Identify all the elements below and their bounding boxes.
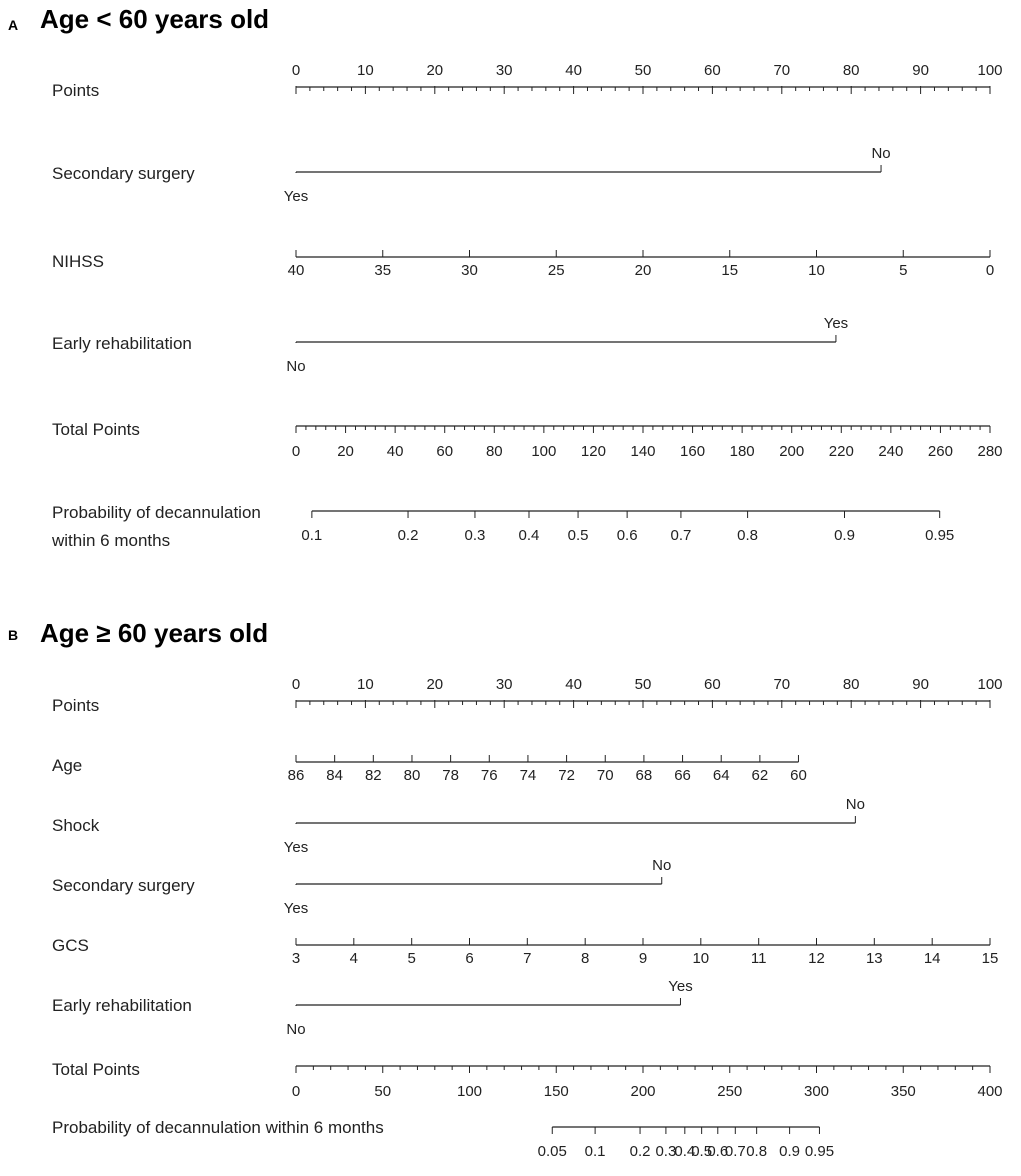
panel-b-total-points-tick-label: 250 <box>717 1083 743 1100</box>
panel-a-nihss-tick-label: 25 <box>547 262 565 279</box>
panel-b-probability-of-decannulation-within-6-months-tick-label: 0.9 <box>779 1143 801 1160</box>
panel-b-age-tick-label: 62 <box>751 767 769 784</box>
panel-b-gcs-tick-label: 9 <box>638 950 648 967</box>
panel-b-points-label: Points <box>52 696 100 715</box>
panel-a-probability-of-decannulation-tick-label: 0.8 <box>737 527 759 544</box>
panel-b-gcs-tick-label: 3 <box>291 950 301 967</box>
panel-a-probability-of-decannulation-label-line2: within 6 months <box>52 531 171 550</box>
panel-b-gcs-tick-label: 6 <box>465 950 474 967</box>
panel-a-points-tick-label: 10 <box>357 62 374 79</box>
panel-a-total-points-label: Total Points <box>52 420 140 439</box>
panel-a-nihss-tick-label: 5 <box>899 262 908 279</box>
panel-a-probability-of-decannulation-label: Probability of decannulation <box>52 503 261 522</box>
panel-a-total-points-tick-label: 260 <box>927 443 953 460</box>
panel-b-gcs-label: GCS <box>52 936 89 955</box>
panel-a-probability-of-decannulation-tick-label: 0.1 <box>301 527 323 544</box>
panel-a-total-points-tick-label: 0 <box>291 443 301 460</box>
panel-b-age-label: Age <box>52 756 83 775</box>
panel-a-secondary-surgery-level-no: No <box>871 145 891 162</box>
panel-b-points-tick-label: 90 <box>912 676 929 693</box>
panel-b-secondary-surgery-level-yes: Yes <box>283 900 309 917</box>
panel-a-points-tick-label: 0 <box>291 62 301 79</box>
panel-a-probability-of-decannulation-tick-label: 0.7 <box>670 527 692 544</box>
panel-b-points-tick-label: 20 <box>426 676 444 693</box>
panel-a-nihss-tick-label: 40 <box>287 262 305 279</box>
panel-b-points-tick-label: 10 <box>357 676 374 693</box>
panel-a-points-tick-label: 60 <box>704 62 721 79</box>
panel-b-gcs-tick-label: 12 <box>808 950 825 967</box>
panel-a-points-tick-label: 100 <box>977 62 1003 79</box>
panel-a-total-points-tick-label: 220 <box>828 443 854 460</box>
panel-a-title: Age < 60 years old <box>40 4 270 34</box>
panel-b-points-tick-label: 50 <box>634 676 652 693</box>
panel-b-total-points-tick-label: 0 <box>291 1083 301 1100</box>
panel-b-age-tick-label: 86 <box>287 767 305 784</box>
panel-b-age-tick-label: 68 <box>635 767 653 784</box>
panel-a-total-points-tick-label: 180 <box>729 443 755 460</box>
panel-a-probability-of-decannulation-tick-label: 0.95 <box>925 527 955 544</box>
panel-b-total-points-tick-label: 300 <box>803 1083 830 1100</box>
panel-b-secondary-surgery-label: Secondary surgery <box>52 876 195 895</box>
panel-b-age-tick-label: 66 <box>674 767 691 784</box>
panel-a-points-tick-label: 80 <box>842 62 860 79</box>
panel-a-total-points-tick-label: 200 <box>779 443 805 460</box>
panel-a-total-points-tick-label: 100 <box>531 443 557 460</box>
panel-b-gcs-tick-label: 14 <box>923 950 941 967</box>
panel-b-secondary-surgery-level-no: No <box>652 857 672 874</box>
panel-b-points-tick-label: 0 <box>291 676 301 693</box>
panel-a-nihss-tick-label: 15 <box>721 262 739 279</box>
panel-b-shock-level-yes: Yes <box>283 839 309 856</box>
panel-b-total-points-label: Total Points <box>52 1060 140 1079</box>
panel-b-early-rehabilitation-level-yes: Yes <box>668 978 693 995</box>
panel-a-points-tick-label: 50 <box>634 62 652 79</box>
panel-a-secondary-surgery-level-yes: Yes <box>283 188 309 205</box>
panel-b-gcs-tick-label: 15 <box>981 950 999 967</box>
panel-a-points-tick-label: 70 <box>773 62 791 79</box>
panel-b-probability-of-decannulation-within-6-months-tick-label: 0.8 <box>746 1143 768 1160</box>
panel-a-total-points-tick-label: 120 <box>580 443 606 460</box>
panel-a-total-points-tick-label: 40 <box>386 443 404 460</box>
panel-b-age-tick-label: 70 <box>596 767 614 784</box>
panel-b-gcs-tick-label: 13 <box>865 950 883 967</box>
panel-b-title: Age ≥ 60 years old <box>40 618 269 648</box>
panel-b-gcs-tick-label: 5 <box>407 950 416 967</box>
panel-a-early-rehabilitation-level-no: No <box>286 358 306 375</box>
panel-b-gcs-tick-label: 7 <box>523 950 532 967</box>
panel-a-nihss-tick-label: 10 <box>808 262 825 279</box>
panel-a-points-tick-label: 40 <box>565 62 582 79</box>
panel-b-probability-of-decannulation-within-6-months-tick-label: 0.95 <box>804 1143 835 1160</box>
panel-a-probability-of-decannulation-tick-label: 0.9 <box>834 527 855 544</box>
panel-b-age-tick-label: 80 <box>403 767 421 784</box>
panel-b-probability-of-decannulation-within-6-months-tick-label: 0.05 <box>537 1143 567 1160</box>
panel-b-probability-of-decannulation-within-6-months-tick-label: 0.2 <box>629 1143 651 1160</box>
panel-b-total-points-tick-label: 350 <box>890 1083 916 1100</box>
panel-a-points-tick-label: 90 <box>912 62 929 79</box>
panel-a-points-tick-label: 20 <box>426 62 444 79</box>
panel-b-shock-level-no: No <box>845 796 865 813</box>
panel-a-total-points-tick-label: 60 <box>436 443 454 460</box>
panel-b-letter: B <box>8 627 19 643</box>
panel-b-probability-of-decannulation-within-6-months-label: Probability of decannulation within 6 months <box>52 1118 384 1137</box>
panel-b-age-tick-label: 74 <box>519 767 537 784</box>
panel-a-early-rehabilitation-label: Early rehabilitation <box>52 334 192 353</box>
panel-b-age-tick-label: 78 <box>442 767 459 784</box>
panel-b-age-tick-label: 76 <box>480 767 498 784</box>
panel-a-letter: A <box>8 17 19 33</box>
panel-a-probability-of-decannulation-tick-label: 0.5 <box>567 527 589 544</box>
panel-b-probability-of-decannulation-within-6-months-tick-label: 0.4 <box>674 1143 696 1160</box>
panel-b-probability-of-decannulation-within-6-months-tick-label: 0.7 <box>724 1143 746 1160</box>
panel-b-total-points-tick-label: 400 <box>977 1083 1003 1100</box>
panel-a-total-points-tick-label: 240 <box>878 443 904 460</box>
panel-b-age-tick-label: 72 <box>558 767 575 784</box>
panel-a-nihss-label: NIHSS <box>52 252 104 271</box>
panel-b-probability-of-decannulation-within-6-months-tick-label: 0.6 <box>707 1143 729 1160</box>
panel-b-points-tick-label: 70 <box>773 676 791 693</box>
panel-a-secondary-surgery-label: Secondary surgery <box>52 164 195 183</box>
panel-b-total-points-tick-label: 200 <box>630 1083 656 1100</box>
panel-b-shock-label: Shock <box>52 816 100 835</box>
panel-b-points-tick-label: 80 <box>842 676 860 693</box>
panel-a-probability-of-decannulation-tick-label: 0.2 <box>397 527 419 544</box>
panel-b-total-points-tick-label: 100 <box>456 1083 483 1100</box>
panel-b-age-tick-label: 82 <box>364 767 382 784</box>
panel-a-nihss-tick-label: 20 <box>634 262 652 279</box>
panel-b-age-tick-label: 64 <box>712 767 730 784</box>
panel-a-nihss-tick-label: 0 <box>985 262 995 279</box>
panel-a-nihss-tick-label: 30 <box>461 262 478 279</box>
panel-b-total-points-tick-label: 50 <box>374 1083 392 1100</box>
panel-b-points-tick-label: 30 <box>495 676 513 693</box>
panel-a-total-points-tick-label: 280 <box>977 443 1003 460</box>
panel-b-total-points-tick-label: 150 <box>543 1083 569 1100</box>
panel-a-total-points-tick-label: 80 <box>485 443 503 460</box>
panel-a-total-points-tick-label: 20 <box>337 443 354 460</box>
panel-b-gcs-tick-label: 8 <box>581 950 590 967</box>
panel-a-probability-of-decannulation-tick-label: 0.3 <box>464 527 486 544</box>
panel-b-probability-of-decannulation-within-6-months-tick-label: 0.3 <box>655 1143 677 1160</box>
panel-b-points-tick-label: 100 <box>977 676 1003 693</box>
panel-b-early-rehabilitation-level-no: No <box>286 1021 306 1038</box>
panel-b-age-tick-label: 84 <box>326 767 343 784</box>
panel-a-points-label: Points <box>52 81 100 100</box>
panel-a-total-points-tick-label: 140 <box>630 443 656 460</box>
panel-a-probability-of-decannulation-tick-label: 0.4 <box>518 527 540 544</box>
panel-b-probability-of-decannulation-within-6-months-tick-label: 0.5 <box>691 1143 713 1160</box>
panel-b-early-rehabilitation-label: Early rehabilitation <box>52 996 192 1015</box>
panel-b-probability-of-decannulation-within-6-months-tick-label: 0.1 <box>584 1143 606 1160</box>
panel-b-gcs-tick-label: 4 <box>349 950 358 967</box>
panel-b-points-tick-label: 60 <box>704 676 721 693</box>
panel-b-points-tick-label: 40 <box>565 676 582 693</box>
panel-a-points-tick-label: 30 <box>495 62 513 79</box>
panel-a-total-points-tick-label: 160 <box>680 443 706 460</box>
panel-a-early-rehabilitation-level-yes: Yes <box>823 315 849 332</box>
panel-b-gcs-tick-label: 10 <box>692 950 710 967</box>
panel-b-age-tick-label: 60 <box>790 767 807 784</box>
panel-a-probability-of-decannulation-tick-label: 0.6 <box>616 527 638 544</box>
panel-b-gcs-tick-label: 11 <box>750 950 767 967</box>
panel-a-nihss-tick-label: 35 <box>374 262 392 279</box>
